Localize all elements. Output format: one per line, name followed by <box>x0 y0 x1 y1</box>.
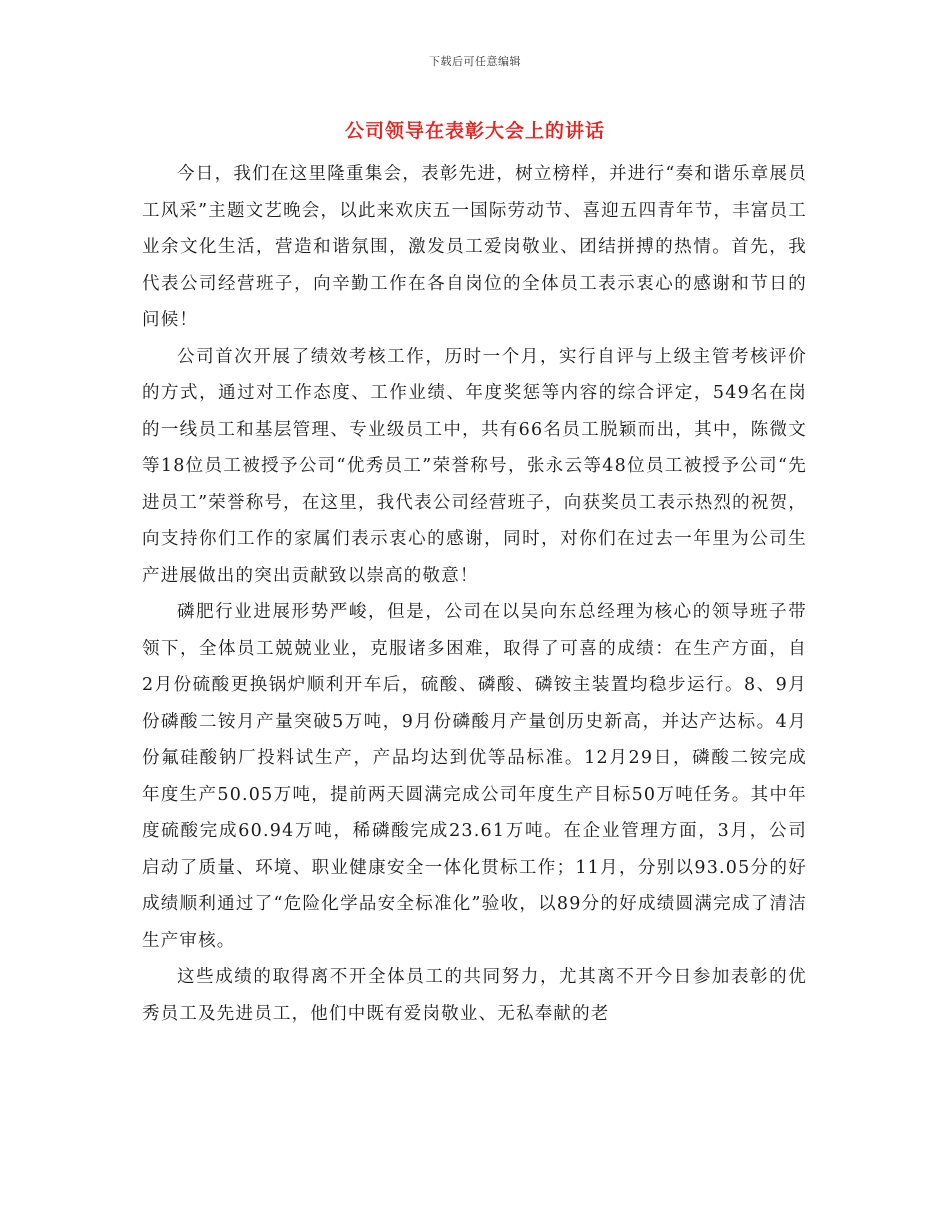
document-body <box>142 156 807 1032</box>
document-title: 公司领导在表彰大会上的讲话 <box>344 120 605 142</box>
paragraph: 公司首次开展了绩效考核工作，历时一个月，实行自评与上级主管考核评价的方式，通过对工作态度、工作业绩、年度奖惩等内容的综合评定，549名在岗的一线员工和基层管理、专业级员工中，共有66名员工脱颖而出，其中，陈微文等18位员工被授予公司“优秀员工”荣誉称号，张永云等48位员工被授予公司“先进员工”荣誉称号，在这里，我代表公司经营班子，向获奖员工表示热烈的祝贺，向支持你们工作的家属们表示衷心的感谢，同时，对你们在过去一年里为公司生产进展做出的突出贡献致以崇高的敬意！ <box>142 346 807 586</box>
paragraph: 磷肥行业进展形势严峻，但是，公司在以吴向东总经理为核心的领导班子带领下，全体员工兢兢业业，克服诸多困难，取得了可喜的成绩：在生产方面，自2月份硫酸更换锅炉顺利开车后，硫酸、磷酸、磷铵主装置均稳步运行。8、9月份磷酸二铵月产量突破5万吨，9月份磷酸月产量创历史新高，并达产达标。4月份氟硅酸钠厂投料试生产，产品均达到优等品标准。12月29日，磷酸二铵完成年度生产50.05万吨，提前两天圆满完成公司年度生产目标50万吨任务。其中年度硫酸完成60.94万吨，稀磷酸完成23.61万吨。在企业管理方面，3月，公司启动了质量、环境、职业健康安全一体化贯标工作；11月，分别以93.05分的好成绩顺利通过了“危险化学品安全标准化”验收，以89分的好成绩圆满完成了清洁生产审核。 <box>142 602 807 951</box>
header-note: 下载后可任意编辑 <box>429 55 521 68</box>
paragraph: 今日，我们在这里隆重集会，表彰先进，树立榜样，并进行“奏和谐乐章展员工风采”主题文艺晚会，以此来欢庆五一国际劳动节、喜迎五四青年节，丰富员工业余文化生活，营造和谐氛围，激发员工爱岗敬业、团结拼搏的热情。首先，我代表公司经营班子，向辛勤工作在各自岗位的全体员工表示衷心的感谢和节日的问候！ <box>142 164 807 330</box>
paragraph: 这些成绩的取得离不开全体员工的共同努力，尤其离不开今日参加表彰的优秀员工及先进员工，他们中既有爱岗敬业、无私奉献的老 <box>142 967 807 1024</box>
